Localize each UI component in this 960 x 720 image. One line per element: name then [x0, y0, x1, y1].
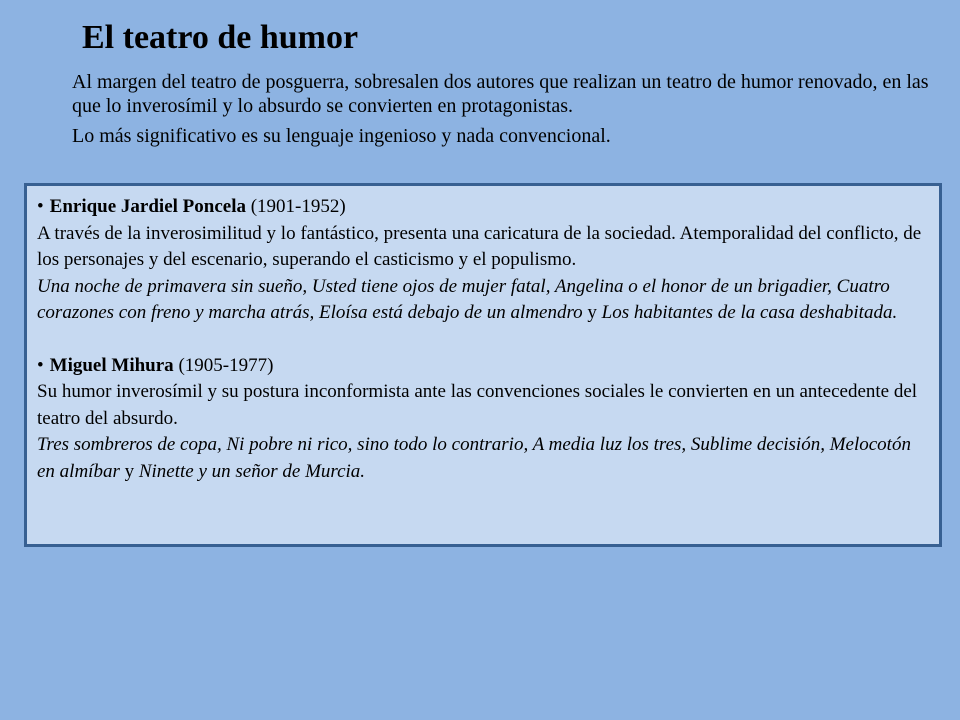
author-description: A través de la inverosimilitud y lo fantástico, presenta una caricatura de la sociedad. Atemporalidad del conflicto, de los personajes y del escenario, superando el casticismo y el populismo.	[37, 222, 922, 270]
intro-text	[72, 70, 932, 148]
bullet-icon: •	[37, 196, 44, 217]
author-works	[37, 274, 929, 327]
author-heading	[37, 194, 929, 221]
author-entry-jardiel	[37, 194, 929, 327]
works-last: Los habitantes de la casa deshabitada.	[601, 302, 898, 323]
works-connector: y	[587, 302, 597, 323]
authors-panel	[24, 183, 942, 547]
works-last: Ninette y un señor de Murcia.	[138, 460, 366, 482]
works-main: Una noche de primavera sin sueño, Usted tiene ojos de mujer fatal, Angelina o el honor de un brigadier, Cuatro corazones con freno y marcha atrás, Eloísa está debajo de un almendro	[37, 275, 890, 323]
author-entry-mihura	[37, 353, 929, 486]
author-heading	[37, 353, 929, 380]
intro-paragraph-2: Lo más significativo es su lenguaje ingenioso y nada convencional.	[72, 125, 611, 147]
author-name: Enrique Jardiel Poncela	[49, 196, 246, 217]
author-years: (1901-1952)	[250, 196, 346, 217]
author-name: Miguel Mihura	[49, 354, 174, 376]
intro-paragraph-1: Al margen del teatro de posguerra, sobresalen dos autores que realizan un teatro de humor renovado, en las que lo inverosímil y lo absurdo se convierten en protagonistas.	[72, 71, 929, 117]
bullet-icon: •	[37, 354, 44, 376]
author-works	[37, 432, 929, 485]
works-main: Tres sombreros de copa, Ni pobre ni rico, sino todo lo contrario, A media luz los tres, Sublime decisión, Melocotón en almíbar	[37, 434, 911, 482]
works-connector: y	[124, 460, 135, 482]
slide-title: El teatro de humor	[82, 19, 359, 56]
author-years: (1905-1977)	[178, 354, 274, 376]
author-description: Su humor inverosímil y su postura inconformista ante las convenciones sociales le convierten en un antecedente del teatro del absurdo.	[37, 381, 918, 429]
